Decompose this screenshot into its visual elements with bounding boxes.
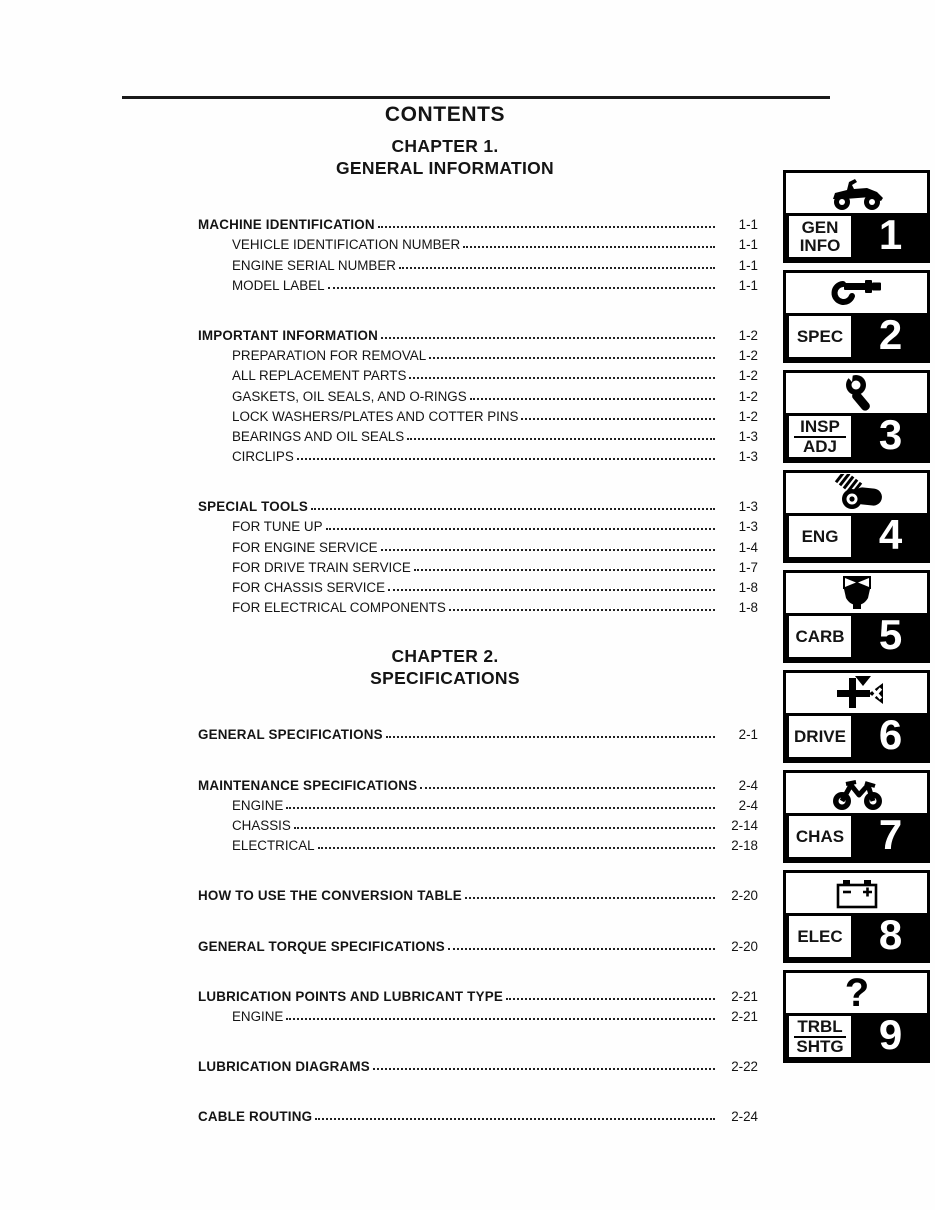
dot-leader	[315, 1118, 715, 1120]
chapter-tab-9	[783, 970, 930, 1063]
toc-entry-label: ALL REPLACEMENT PARTS	[232, 368, 407, 384]
tab-number: 8	[854, 913, 927, 960]
toc-entry	[198, 212, 758, 232]
toc-page-number: 2-24	[731, 1109, 758, 1125]
tab-label-row	[786, 913, 927, 960]
toc-page-number: 2-21	[731, 1008, 758, 1024]
dot-leader	[311, 508, 715, 510]
chapter-tab-8	[783, 870, 930, 963]
toc-entry	[198, 383, 758, 403]
toc-page-number: 1-8	[738, 600, 758, 616]
battery-icon	[786, 873, 927, 913]
toc-entry-label: FOR ELECTRICAL COMPONENTS	[232, 600, 446, 616]
chapter-heading-line: GENERAL INFORMATION	[336, 158, 554, 178]
toc-page-number: 1-2	[738, 348, 758, 364]
toc-page-number: 1-4	[738, 539, 758, 555]
toc-page-number: 2-21	[731, 988, 758, 1004]
toc-entry-label: ELECTRICAL	[232, 838, 315, 854]
toc-entry-label: FOR CHASSIS SERVICE	[232, 580, 386, 595]
tab-label-line: INFO	[799, 235, 841, 255]
chapter-tab-2	[783, 270, 930, 363]
tab-label-line: SHTG	[796, 1036, 844, 1056]
toc-section	[198, 883, 758, 903]
toc-entry-label: BEARINGS AND OIL SEALS	[232, 428, 405, 444]
toc-page-number: 2-1	[738, 727, 758, 743]
toc-page-number: 2-22	[731, 1059, 758, 1075]
tab-label-row	[786, 313, 927, 360]
dot-leader	[407, 438, 715, 440]
dot-leader	[465, 897, 715, 899]
toc-page-number: 1-1	[738, 217, 758, 233]
page-title: CONTENTS	[384, 103, 506, 126]
toc-entry	[198, 232, 758, 252]
toc-page-number: 1-3	[738, 428, 758, 444]
toc-entry	[198, 883, 758, 903]
tab-label-line: ENG	[801, 526, 839, 546]
toc-entry	[198, 444, 758, 464]
toc-section	[198, 1054, 758, 1074]
dot-leader	[414, 569, 715, 571]
toc-section	[198, 933, 758, 953]
dot-leader	[378, 226, 715, 228]
toc-entry	[198, 833, 758, 853]
dot-leader	[429, 357, 715, 359]
tab-label-line: ELEC	[797, 926, 843, 946]
toc-entry-label: LUBRICATION DIAGRAMS	[198, 1059, 370, 1075]
toc-section	[198, 323, 758, 464]
dot-leader	[449, 609, 715, 611]
toc-entry	[198, 252, 758, 272]
tab-number: 1	[854, 213, 927, 260]
toc-entry	[198, 555, 758, 575]
tab-label	[786, 1013, 854, 1060]
toc-page-number: 1-1	[738, 277, 758, 293]
toc-page-number: 2-4	[738, 797, 758, 813]
toc-entry	[198, 933, 758, 953]
dot-leader	[463, 246, 715, 248]
toc-main-column	[120, 102, 770, 1124]
toc-page-number: 1-8	[738, 580, 758, 595]
tab-label-line: ADJ	[802, 436, 837, 456]
tab-number: 3	[854, 413, 927, 460]
dot-leader	[386, 736, 715, 738]
toc-entry-label: ENGINE	[232, 797, 284, 813]
chapter-tab-7	[783, 770, 930, 863]
dot-leader	[399, 267, 715, 269]
atv-icon	[786, 173, 927, 213]
tab-label-line: INSP	[794, 418, 846, 438]
tab-label	[786, 913, 854, 960]
top-rule	[122, 96, 830, 99]
toc-entry-label: CHASSIS	[232, 817, 291, 833]
chapter-tab-1	[783, 170, 930, 263]
toc-entry-label: LUBRICATION POINTS AND LUBRICANT TYPE	[198, 988, 503, 1004]
question-mark-icon	[786, 973, 927, 1013]
tab-number: 7	[854, 813, 927, 860]
toc-page-number: 2-20	[731, 938, 758, 954]
dot-leader	[381, 549, 715, 551]
toc-entry	[198, 1054, 758, 1074]
toc-entry-label: HOW TO USE THE CONVERSION TABLE	[198, 888, 462, 904]
toc-entry	[198, 1004, 758, 1024]
tab-number: 5	[854, 613, 927, 660]
chapter-tab-5	[783, 570, 930, 663]
toc-entry-label: LOCK WASHERS/PLATES AND COTTER PINS	[232, 408, 519, 424]
dot-leader	[388, 589, 715, 591]
toc-entry-label: SPECIAL TOOLS	[198, 499, 308, 515]
toc-section	[198, 722, 758, 742]
toc-entry	[198, 1104, 758, 1124]
tab-label	[786, 213, 854, 260]
toc-page-number: 1-2	[738, 327, 758, 343]
chapter-tab-column	[783, 170, 930, 1063]
dot-leader	[470, 398, 715, 400]
toc-page-number: 2-4	[738, 777, 758, 793]
toc-page-number: 1-3	[738, 449, 758, 465]
toc-entry-label: GENERAL SPECIFICATIONS	[198, 727, 383, 743]
chapter-tab-4	[783, 470, 930, 563]
tab-number: 4	[854, 513, 927, 560]
toc-entry-label: PREPARATION FOR REMOVAL	[232, 348, 427, 364]
toc-entry	[198, 793, 758, 813]
tab-number: 9	[854, 1013, 927, 1060]
toc-page-number: 1-2	[738, 408, 758, 424]
tab-label-row	[786, 1013, 927, 1060]
dot-leader	[294, 827, 715, 829]
tab-label-line: CHAS	[795, 826, 845, 846]
carburetor-icon	[786, 573, 927, 613]
toc-entry	[198, 514, 758, 534]
dot-leader	[326, 528, 715, 530]
dot-leader	[506, 998, 715, 1000]
tab-label-line: SPEC	[796, 326, 844, 346]
toc-page-number: 1-1	[738, 257, 758, 273]
toc-entry	[198, 323, 758, 343]
toc-entry	[198, 494, 758, 514]
toc-entry	[198, 424, 758, 444]
toc-entry	[198, 273, 758, 293]
dot-leader	[286, 807, 715, 809]
tab-label	[786, 813, 854, 860]
chapter-heading-line: CHAPTER 1.	[391, 136, 499, 156]
toc-root	[120, 135, 770, 1124]
tab-label	[786, 513, 854, 560]
chapter-heading	[120, 135, 770, 179]
chapter-tab-6	[783, 670, 930, 763]
toc-entry	[198, 363, 758, 383]
dot-leader	[297, 458, 715, 460]
wrench-icon	[786, 373, 927, 413]
tab-label-row	[786, 613, 927, 660]
toc-entry-label: GASKETS, OIL SEALS, AND O-RINGS	[232, 388, 467, 404]
dot-leader	[448, 948, 715, 950]
toc-page-number: 2-14	[731, 817, 758, 833]
dot-leader	[409, 377, 715, 379]
dot-leader	[318, 847, 715, 849]
dot-leader	[521, 418, 715, 420]
toc-entry-label: FOR TUNE UP	[232, 519, 323, 535]
chassis-icon	[786, 773, 927, 813]
tab-label	[786, 413, 854, 460]
toc-entry	[198, 404, 758, 424]
chapter-tab-3	[783, 370, 930, 463]
tab-number: 6	[854, 713, 927, 760]
tab-label-row	[786, 213, 927, 260]
chapter-heading-line: SPECIFICATIONS	[370, 668, 520, 689]
tab-label	[786, 613, 854, 660]
toc-page-number: 1-3	[738, 499, 758, 515]
chapter-heading	[120, 645, 770, 689]
toc-page-number: 1-7	[738, 559, 758, 575]
tab-number: 2	[854, 313, 927, 360]
toc-entry	[198, 772, 758, 792]
toc-entry-label: MACHINE IDENTIFICATION	[198, 217, 375, 233]
tab-label-line: TRBL	[794, 1018, 846, 1038]
svg-text:?: ?	[844, 973, 869, 1013]
drive-arrows-icon	[786, 673, 927, 713]
toc-entry-label: ENGINE	[232, 1008, 284, 1024]
toc-entry	[198, 813, 758, 833]
dot-leader	[420, 787, 715, 789]
dot-leader	[286, 1018, 715, 1020]
toc-section	[198, 1104, 758, 1124]
toc-entry-label: IMPORTANT INFORMATION	[198, 327, 378, 343]
tab-label-row	[786, 513, 927, 560]
chapter-heading-line: CHAPTER 2.	[391, 646, 499, 667]
toc-entry	[198, 575, 758, 595]
micrometer-icon	[786, 273, 927, 313]
toc-entry	[198, 534, 758, 554]
tab-label	[786, 313, 854, 360]
tab-label-row	[786, 713, 927, 760]
toc-section	[198, 984, 758, 1024]
toc-page-number: 1-2	[738, 388, 758, 404]
toc-entry-label: MODEL LABEL	[232, 277, 325, 293]
tab-label	[786, 713, 854, 760]
toc-entry	[198, 595, 758, 615]
tab-label-row	[786, 813, 927, 860]
toc-entry-label: ENGINE SERIAL NUMBER	[232, 257, 396, 273]
tab-label-line: GEN	[801, 217, 839, 237]
toc-entry-label: VEHICLE IDENTIFICATION NUMBER	[232, 237, 461, 253]
toc-section	[198, 494, 758, 615]
toc-page-number: 1-2	[738, 368, 758, 384]
toc-page-number: 1-3	[738, 519, 758, 535]
tab-label-line: CARB	[795, 626, 845, 646]
toc-entry	[198, 343, 758, 363]
toc-page-number: 2-20	[731, 888, 758, 904]
toc-section	[198, 772, 758, 853]
toc-entry-label: CIRCLIPS	[232, 449, 294, 465]
dot-leader	[328, 287, 715, 289]
toc-section	[198, 212, 758, 293]
tab-label-row	[786, 413, 927, 460]
toc-entry-label: CABLE ROUTING	[198, 1109, 313, 1125]
dot-leader	[373, 1068, 715, 1070]
piston-cylinder-icon	[786, 473, 927, 513]
toc-entry-label: GENERAL TORQUE SPECIFICATIONS	[198, 938, 445, 954]
tab-label-line: DRIVE	[794, 726, 846, 746]
toc-entry-label: FOR ENGINE SERVICE	[232, 539, 378, 555]
toc-page-number: 2-18	[731, 838, 758, 854]
toc-entry-label: MAINTENANCE SPECIFICATIONS	[198, 777, 418, 793]
toc-entry	[198, 984, 758, 1004]
toc-entry	[198, 722, 758, 742]
toc-page-number: 1-1	[738, 237, 758, 253]
dot-leader	[381, 337, 715, 339]
toc-entry-label: FOR DRIVE TRAIN SERVICE	[232, 559, 411, 575]
